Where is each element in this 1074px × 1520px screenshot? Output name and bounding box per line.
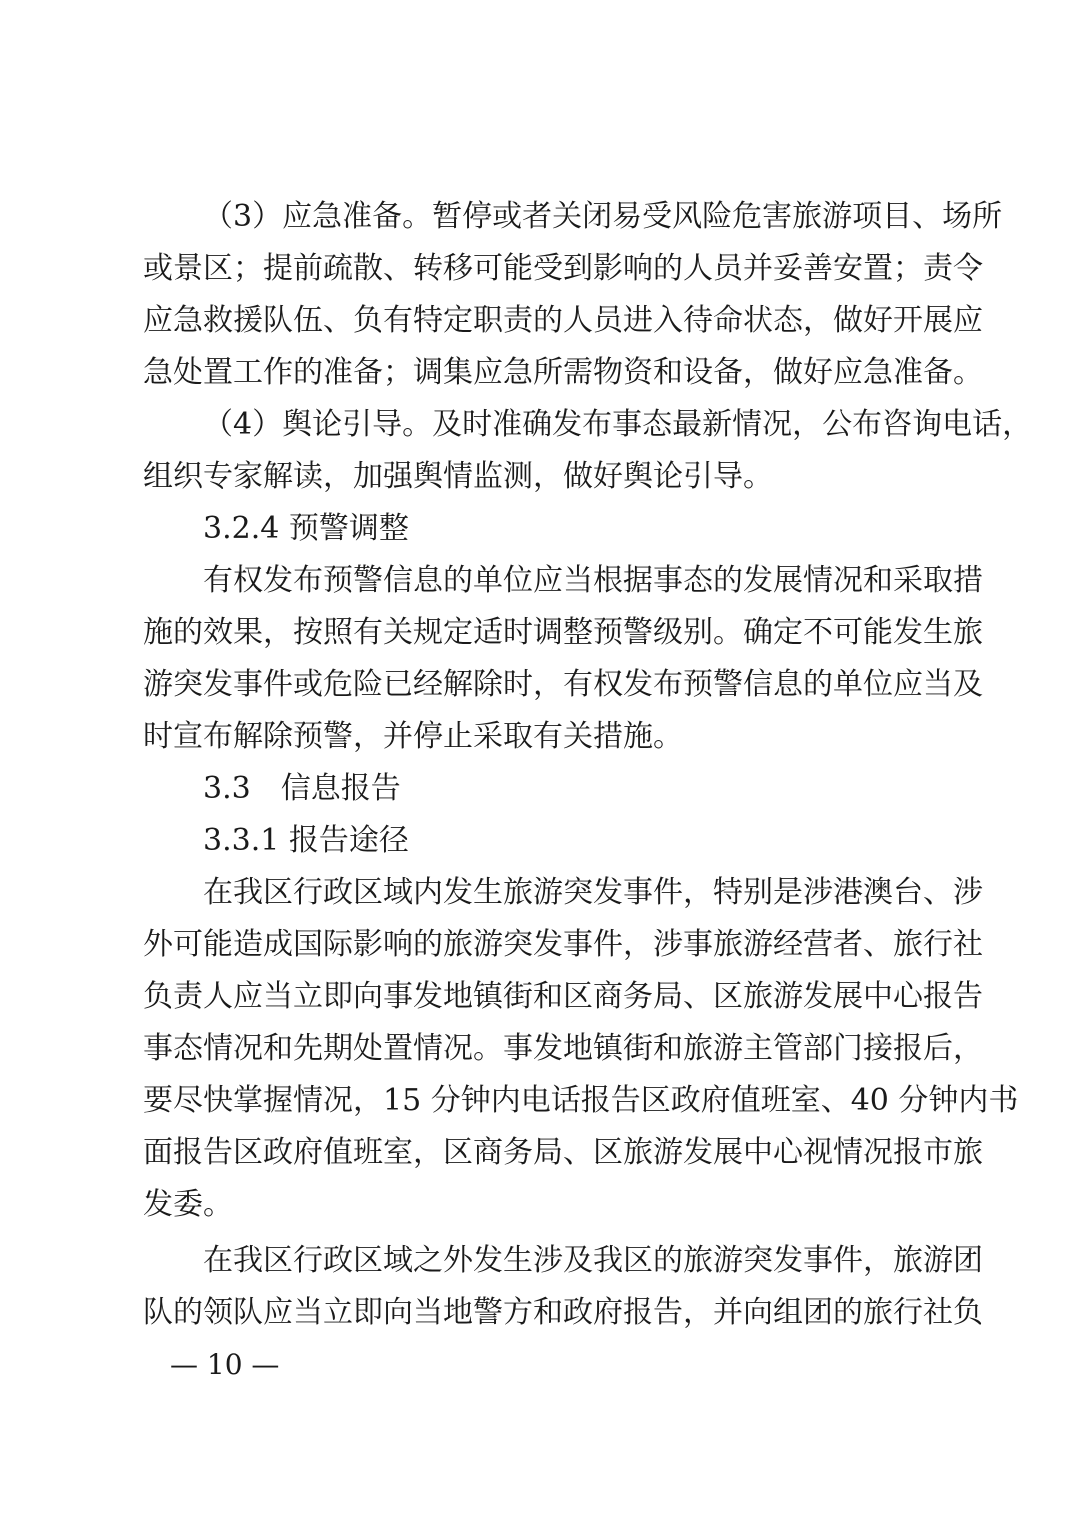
paragraph-line: 或景区；提前疏散、转移可能受到影响的人员并妥善安置；责令 [143, 251, 983, 286]
paragraph-line: 面报告区政府值班室，区商务局、区旅游发展中心视情况报市旅 [143, 1135, 983, 1170]
paragraph-line: （3）应急准备。暂停或者关闭易受风险危害旅游项目、场所 [203, 199, 1003, 234]
paragraph-line: 事态情况和先期处置情况。事发地镇街和旅游主管部门接报后， [143, 1031, 983, 1066]
paragraph-line: （4）舆论引导。及时准确发布事态最新情况，公布咨询电话， [203, 407, 1033, 442]
paragraph-line: 有权发布预警信息的单位应当根据事态的发展情况和采取措 [203, 563, 983, 598]
paragraph-line: 负责人应当立即向事发地镇街和区商务局、区旅游发展中心报告 [143, 979, 983, 1014]
paragraph-line: 外可能造成国际影响的旅游突发事件，涉事旅游经营者、旅行社 [143, 927, 983, 962]
paragraph-line: 游突发事件或危险已经解除时，有权发布预警信息的单位应当及 [143, 667, 983, 702]
section-heading: 3.3.1 报告途径 [203, 823, 409, 858]
paragraph-line: 急处置工作的准备；调集应急所需物资和设备，做好应急准备。 [143, 355, 983, 390]
paragraph-line: 队的领队应当立即向当地警方和政府报告，并向组团的旅行社负 [143, 1295, 983, 1330]
paragraph-line: 应急救援队伍、负有特定职责的人员进入待命状态，做好开展应 [143, 303, 983, 338]
section-heading: 3.3 信息报告 [203, 771, 401, 806]
paragraph-line: 组织专家解读，加强舆情监测，做好舆论引导。 [143, 459, 773, 494]
paragraph-line: 在我区行政区域之外发生涉及我区的旅游突发事件，旅游团 [203, 1243, 983, 1278]
paragraph-line: 发委。 [143, 1187, 233, 1222]
paragraph-line: 时宣布解除预警，并停止采取有关措施。 [143, 719, 683, 754]
paragraph-line: 在我区行政区域内发生旅游突发事件，特别是涉港澳台、涉 [203, 875, 983, 910]
paragraph-line: 要尽快掌握情况，15 分钟内电话报告区政府值班室、40 分钟内书 [143, 1083, 1019, 1118]
page-number: — 10 — [170, 1348, 280, 1381]
section-heading: 3.2.4 预警调整 [203, 511, 409, 546]
paragraph-line: 施的效果，按照有关规定适时调整预警级别。确定不可能发生旅 [143, 615, 983, 650]
